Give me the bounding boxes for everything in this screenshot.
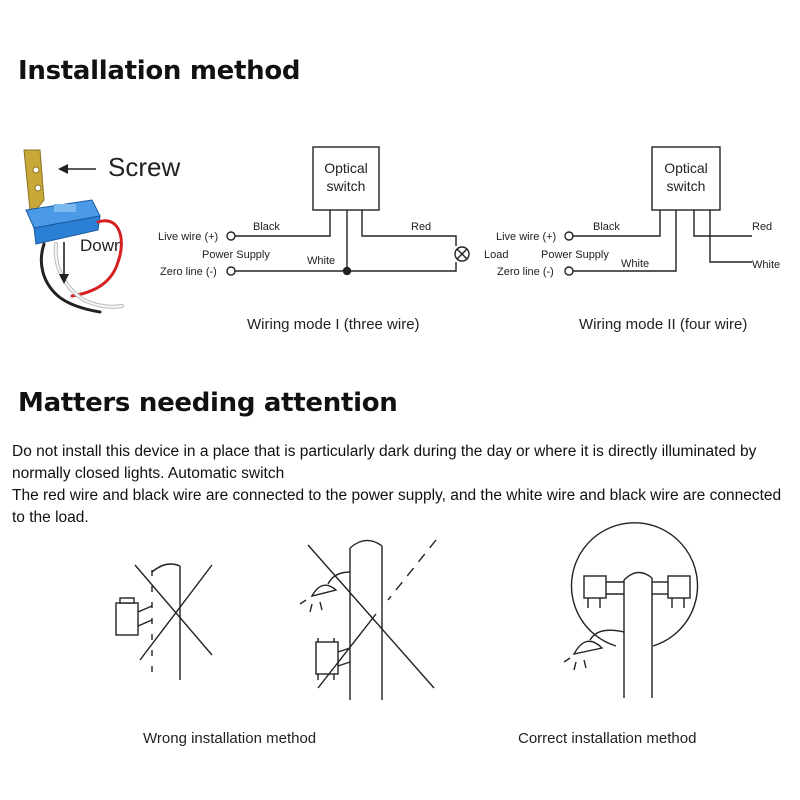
down-label: Down <box>80 236 124 255</box>
mode2-live-label: Live wire (+) <box>496 231 557 243</box>
mode2-power-label: Power Supply <box>541 249 609 261</box>
screw-arrow-icon <box>58 164 96 174</box>
mode2-right-white-label: White <box>752 259 781 271</box>
cross-mark <box>135 565 212 655</box>
live-terminal-2-icon <box>565 232 573 240</box>
zero-terminal-icon <box>227 267 235 275</box>
sensor-right-icon <box>652 576 690 608</box>
mode1-box-line1: Optical <box>324 160 368 176</box>
mode1-zero-label: Zero line (-) <box>160 266 217 278</box>
mode2-box-line2: switch <box>666 178 706 194</box>
correct-install-diagram <box>564 523 698 698</box>
mode1-white-label: White <box>307 255 336 267</box>
mode2-caption: Wiring mode II (four wire) <box>579 316 748 333</box>
wrong-install-diagram-2 <box>300 540 436 700</box>
sensor-box-2-icon <box>316 638 350 680</box>
sensor-box-icon <box>116 598 152 635</box>
sensor-left-icon <box>584 576 624 608</box>
live-terminal-icon <box>227 232 235 240</box>
mode1-box-line2: switch <box>326 178 366 194</box>
screw-label: Screw <box>108 152 181 182</box>
mode2-box-line1: Optical <box>664 160 708 176</box>
attention-paragraph-2: The red wire and black wire are connected to the power supply, and the white wire and black wire are connected to the load. <box>12 487 782 526</box>
cross-mark <box>140 565 212 660</box>
mode2-zero-label: Zero line (-) <box>497 266 554 278</box>
mode1-live-label: Live wire (+) <box>158 231 219 243</box>
mode2-load-label: Load <box>484 249 509 261</box>
zero-terminal-2-icon <box>565 267 573 275</box>
mode-2-labels <box>484 160 780 278</box>
light-sensor-illustration <box>24 150 122 312</box>
junction-dot-icon <box>344 268 351 275</box>
street-lamp-icon <box>300 572 350 612</box>
mode1-power-label: Power Supply <box>202 249 270 261</box>
mode2-black-label: Black <box>593 221 620 233</box>
installation-heading: Installation method <box>18 56 301 86</box>
mode1-red-label: Red <box>411 221 432 233</box>
mode2-white-label: White <box>621 258 650 270</box>
cross-mark <box>388 540 436 600</box>
load-lamp-icon <box>455 247 469 261</box>
mode1-caption: Wiring mode I (three wire) <box>247 316 420 333</box>
attention-paragraph-1: Do not install this device in a place that is particularly dark during the day or where it is directly illuminated by normally closed lights. Automatic switch <box>12 443 757 482</box>
mode-1-labels <box>158 160 431 278</box>
attention-heading: Matters needing attention <box>18 388 398 418</box>
wrong-install-diagram-1 <box>116 564 212 680</box>
correct-install-caption: Correct installation method <box>518 730 697 747</box>
mode2-right-red-label: Red <box>752 221 773 233</box>
street-lamp-correct-icon <box>564 630 624 670</box>
wrong-install-caption: Wrong installation method <box>143 730 317 747</box>
mode1-black-label: Black <box>253 221 280 233</box>
mounting-bracket-icon <box>24 150 44 210</box>
